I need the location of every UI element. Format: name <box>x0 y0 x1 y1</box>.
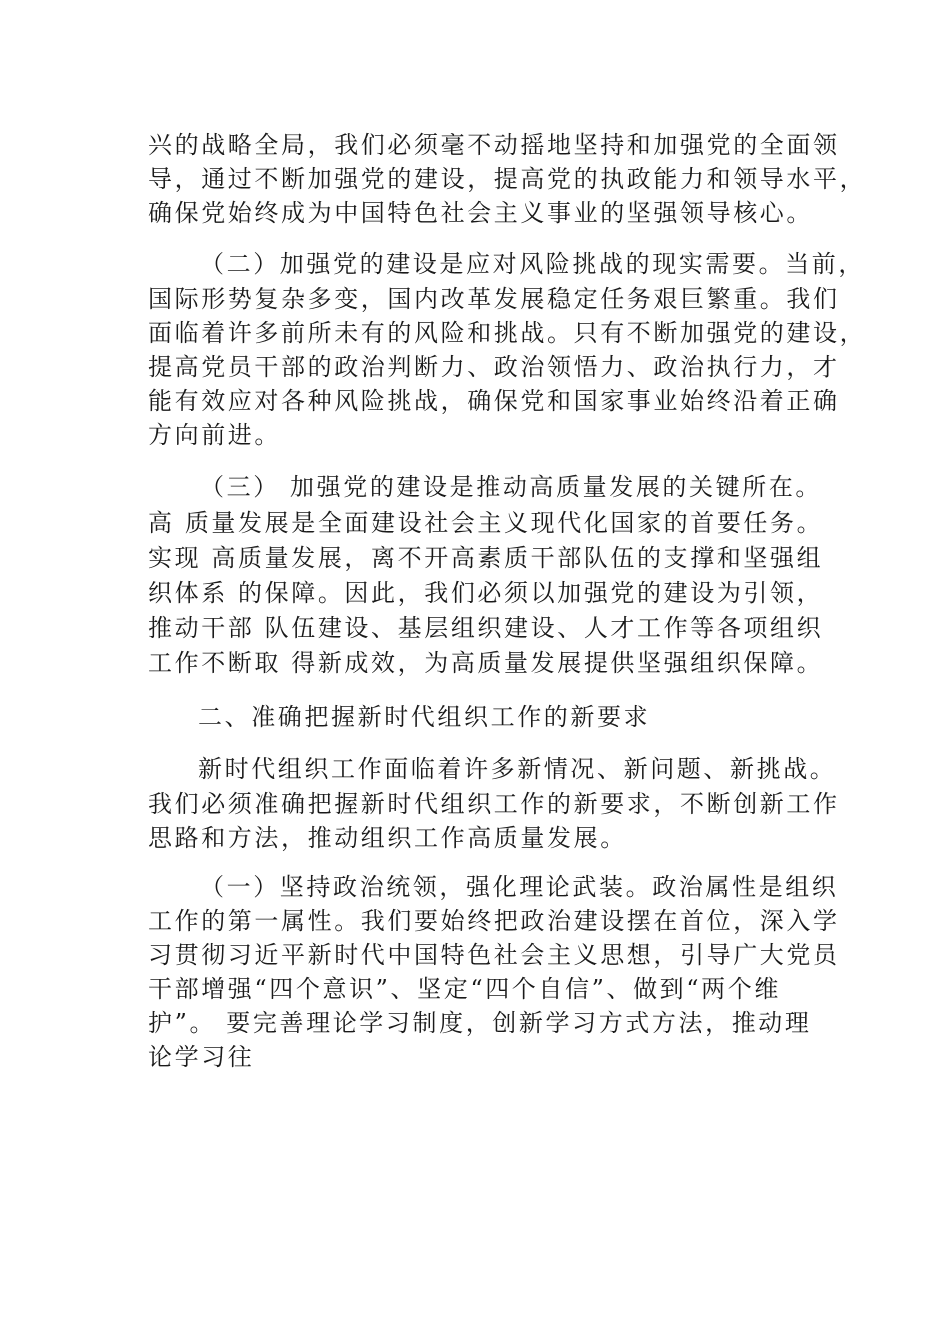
text-line: 提高党员干部的政治判断力、政治领悟力、政治执行力，才 <box>148 353 840 381</box>
text-line: 导，通过不断加强党的建设，提高党的执政能力和领导水平， <box>148 165 867 193</box>
text-line: 方向前进。 <box>148 421 281 449</box>
text-line: （三） 加强党的建设是推动高质量发展的关键所在。 <box>200 473 823 501</box>
text-line: （二）加强党的建设是应对风险挑战的现实需要。当前， <box>200 250 865 278</box>
text-line: 能有效应对各种风险挑战，确保党和国家事业始终沿着正确 <box>148 387 840 415</box>
text-line: 工作不断取 得新成效，为高质量发展提供坚强组织保障。 <box>148 649 824 677</box>
text-line: 习贯彻习近平新时代中国特色社会主义思想，引导广大党员 <box>148 941 840 969</box>
text-line: 新时代组织工作面临着许多新情况、新问题、新挑战。 <box>198 755 837 783</box>
text-line: 论学习往 <box>148 1043 255 1071</box>
section-heading: 二、准确把握新时代组织工作的新要求 <box>198 703 651 731</box>
text-line: 面临着许多前所未有的风险和挑战。只有不断加强党的建设， <box>148 319 867 347</box>
text-line: （一）坚持政治统领，强化理论武装。政治属性是组织 <box>200 873 839 901</box>
text-line: 兴的战略全局，我们必须毫不动摇地坚持和加强党的全面领 <box>148 131 840 159</box>
text-line: 干部增强“四个意识”、坚定“四个自信”、做到“两个维 <box>148 975 781 1003</box>
text-line: 织体系 的保障。因此，我们必须以加强党的建设为引领， <box>148 579 824 607</box>
text-line: 工作的第一属性。我们要始终把政治建设摆在首位，深入学 <box>148 907 840 935</box>
text-line: 思路和方法，推动组织工作高质量发展。 <box>148 824 627 852</box>
text-line: 国际形势复杂多变，国内改革发展稳定任务艰巨繁重。我们 <box>148 285 840 313</box>
text-line: 高 质量发展是全面建设社会主义现代化国家的首要任务。 <box>148 509 824 537</box>
text-line: 护”。 要完善理论学习制度，创新学习方式方法，推动理 <box>148 1009 812 1037</box>
text-line: 确保党始终成为中国特色社会主义事业的坚强领导核心。 <box>148 199 813 227</box>
text-line: 实现 高质量发展，离不开高素质干部队伍的支撑和坚强组 <box>148 544 824 572</box>
text-line: 推动干部 队伍建设、基层组织建设、人才工作等各项组织 <box>148 614 824 642</box>
text-line: 我们必须准确把握新时代组织工作的新要求，不断创新工作 <box>148 790 840 818</box>
